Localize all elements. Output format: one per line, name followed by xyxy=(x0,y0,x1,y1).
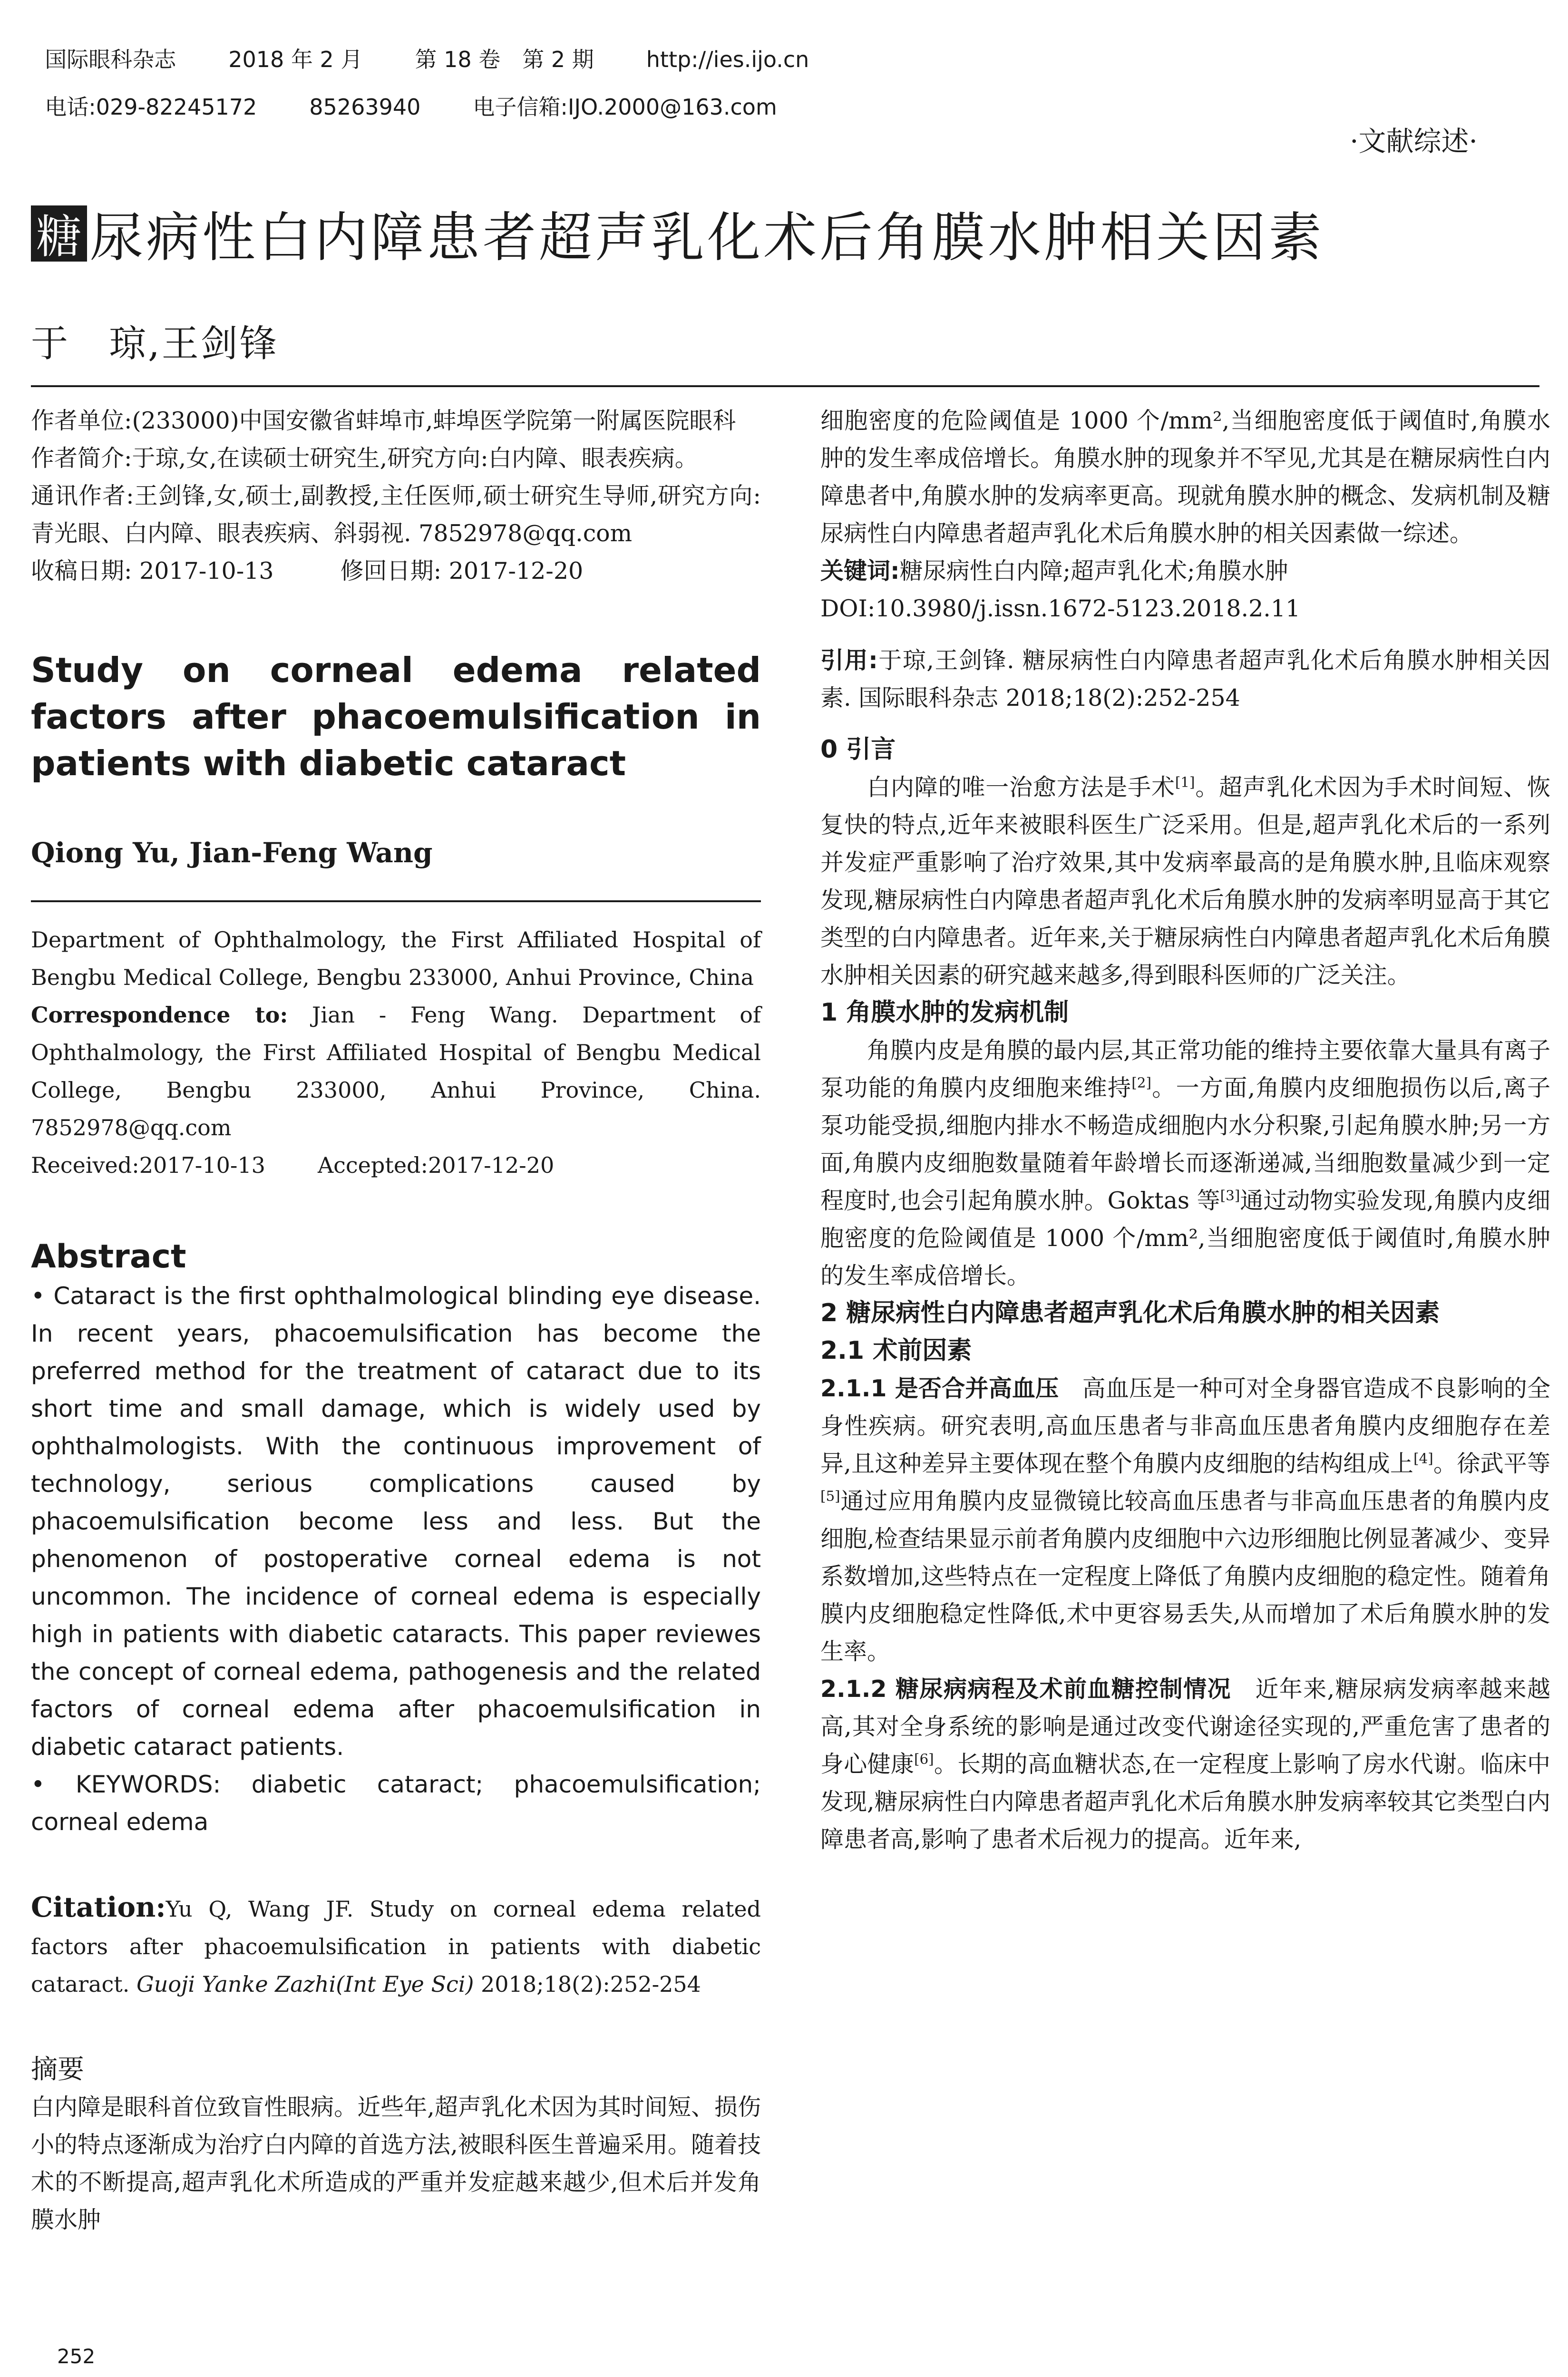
dates-cn: 收稿日期: 2017-10-13 修回日期: 2017-12-20 xyxy=(31,557,584,585)
ref-4[interactable]: [4] xyxy=(1413,1450,1433,1467)
english-authors: Qiong Yu, Jian-Feng Wang xyxy=(31,837,433,869)
chinese-abstract-continued: 细胞密度的危险阈值是 1000 个/mm²,当细胞密度低于阈值时,角膜水肿的发生率成倍增长。角膜水肿的现象并不罕见,尤其是在糖尿病性白内障患者中,角膜水肿的发病率更高。现就角膜水肿的概念、发病机制及糖尿病性白内障患者超声乳化术后角膜水肿的相关因素做一综述。 xyxy=(820,407,1550,547)
header-divider xyxy=(31,385,1539,387)
keywords-en: • KEYWORDS: diabetic cataract; phacoemulsification; corneal edema xyxy=(31,1771,761,1836)
ref-2[interactable]: [2] xyxy=(1131,1074,1151,1091)
journal-name: 国际眼科杂志 xyxy=(45,47,176,72)
issue-date: 2018 年 2 月 xyxy=(228,47,363,72)
chinese-abstract-heading: 摘要 xyxy=(31,2054,84,2085)
citation-cn: 引用:于琼,王剑锋. 糖尿病性白内障患者超声乳化术后角膜水肿相关因素. 国际眼科杂志 2018;18(2):252-254 xyxy=(820,647,1550,711)
section-2-1-1-text: 2.1.1 是否合并高血压 高血压是一种可对全身器官造成不良影响的全身性疾病。研究表明,高血压患者与非高血压患者角膜内皮细胞存在差异,且这种差异主要体现在整个角膜内皮细胞的结构组成上[4]。徐武平等[5]通过应用角膜内皮显微镜比较高血压患者与非高血压患者的角膜内皮细胞,检查结果显示前者角膜内皮细胞中六边形细胞比例显著减少、变异系数增加,这些特点在一定程度上降低了角膜内皮细胞的稳定性。随着角膜内皮细胞稳定性降低,术中更容易丢失,从而增加了术后角膜水肿的发生率。 xyxy=(820,1375,1550,1665)
right-column xyxy=(820,402,1550,1858)
section-tag: ·文献综述· xyxy=(1350,125,1478,157)
journal-phone-2: 85263940 xyxy=(309,94,421,120)
left-column xyxy=(31,402,761,2239)
doi[interactable]: DOI:10.3980/j.issn.1672-5123.2018.2.11 xyxy=(820,595,1301,622)
section-2-heading: 2 糖尿病性白内障患者超声乳化术后角膜水肿的相关因素 xyxy=(820,1299,1440,1327)
ref-6[interactable]: [6] xyxy=(914,1751,934,1767)
journal-header-line-2 xyxy=(31,64,829,121)
article-title xyxy=(31,195,1325,272)
citation-en: Citation:Yu Q, Wang JF. Study on corneal edema related factors after phacoemulsification in patients with diabetic cataract. Guoji Yanke Zazhi(Int Eye Sci) 2018;18(2):252-254 xyxy=(31,1891,761,1997)
correspondence: Correspondence to: Jian - Feng Wang. Department of Ophthalmology, the First Affiliated Hospital of Bengbu Medical College, Bengbu 233000, Anhui Province, China. 7852978@qq.com xyxy=(31,1002,761,1140)
volume-issue: 第 18 卷 第 2 期 xyxy=(415,47,594,72)
ref-5[interactable]: [5] xyxy=(820,1488,840,1504)
english-department: Department of Ophthalmology, the First Affiliated Hospital of Bengbu Medical College, Bengbu 233000, Anhui Province, China xyxy=(31,927,761,990)
author-bio: 作者简介:于琼,女,在读硕士研究生,研究方向:白内障、眼表疾病。 xyxy=(31,445,698,472)
keywords-cn: 关键词:糖尿病性白内障;超声乳化术;角膜水肿 xyxy=(820,557,1288,585)
author-affiliation: 作者单位:(233000)中国安徽省蚌埠市,蚌埠医学院第一附属医院眼科 xyxy=(31,407,736,434)
title-drop-cap: 糖 xyxy=(31,205,87,262)
section-0-text: 白内障的唯一治愈方法是手术[1]。超声乳化术因为手术时间短、恢复快的特点,近年来被眼科医生广泛采用。但是,超声乳化术后的一系列并发症严重影响了治疗效果,其中发病率最高的是角膜水肿,且临床观察发现,糖尿病性白内障患者超声乳化术后角膜水肿的发病率明显高于其它类型的白内障患者。近年来,关于糖尿病性白内障患者超声乳化术后角膜水肿相关因素的研究越来越多,得到眼科医师的广泛关注。 xyxy=(820,774,1550,989)
title-text: 尿病性白内障患者超声乳化术后角膜水肿相关因素 xyxy=(90,207,1325,269)
page-number: 252 xyxy=(57,2345,96,2368)
corresponding-author: 通讯作者:王剑锋,女,硕士,副教授,主任医师,硕士研究生导师,研究方向:青光眼、白内障、眼表疾病、斜弱视. 7852978@qq.com xyxy=(31,482,761,547)
journal-phone: 电话:029-82245172 xyxy=(45,94,257,120)
chinese-abstract-text: 白内障是眼科首位致盲性眼病。近些年,超声乳化术因为其时间短、损伤小的特点逐渐成为治疗白内障的首选方法,被眼科医生普遍采用。随着技术的不断提高,超声乳化术所造成的严重并发症越来越少,但术后并发角膜水肿 xyxy=(31,2094,761,2233)
english-title: Study on corneal edema related factors after phacoemulsification in patients with diabetic cataract xyxy=(31,650,761,783)
abstract-text: • Cataract is the first ophthalmological blinding eye disease. In recent years, phacoemulsification has become the preferred method for the treatment of cataract due to its short time and small damage, which is widely used by ophthalmologists. With the continuous improvement of technology, serious complications caused by phacoemulsification become less and less. But the phenomenon of postoperative corneal edema is not uncommon. The incidence of corneal edema is especially high in patients with diabetic cataracts. This paper reviewes the concept of corneal edema, pathogenesis and the related factors of corneal edema after phacoemulsification in diabetic cataract patients. xyxy=(31,1282,761,1761)
section-2-1-heading: 2.1 术前因素 xyxy=(820,1336,972,1365)
ref-1[interactable]: [1] xyxy=(1175,774,1195,790)
ref-3[interactable]: [3] xyxy=(1220,1187,1240,1204)
section-1-heading: 1 角膜水肿的发病机制 xyxy=(820,998,1069,1027)
section-1-text: 角膜内皮是角膜的最内层,其正常功能的维持主要依靠大量具有离子泵功能的角膜内皮细胞来维持[2]。一方面,角膜内皮细胞损伤以后,离子泵功能受损,细胞内排水不畅造成细胞内水分积聚,引起角膜水肿;另一方面,角膜内皮细胞数量随着年龄增长而逐渐递减,当细胞数量减少到一定程度时,也会引起角膜水肿。Goktas 等[3]通过动物实验发现,角膜内皮细胞密度的危险阈值是 1000 个/mm²,当细胞密度低于阈值时,角膜水肿的发生率成倍增长。 xyxy=(820,1037,1551,1289)
authors-divider xyxy=(31,900,761,902)
dates-en: Received:2017-10-13 Accepted:2017-12-20 xyxy=(31,1152,555,1178)
authors-chinese: 于 琼,王剑锋 xyxy=(31,322,279,365)
abstract-heading: Abstract xyxy=(31,1238,186,1276)
journal-email[interactable]: 电子信箱:IJO.2000@163.com xyxy=(473,94,777,120)
section-2-1-2-text: 2.1.2 糖尿病病程及术前血糖控制情况 近年来,糖尿病发病率越来越高,其对全身系统的影响是通过改变代谢途径实现的,严重危害了患者的身心健康[6]。长期的高血糖状态,在一定程度上影响了房水代谢。临床中发现,糖尿病性白内障患者超声乳化术后角膜水肿发病率较其它类型白内障患者高,影响了患者术后视力的提高。近年来, xyxy=(820,1676,1550,1853)
section-0-heading: 0 引言 xyxy=(820,735,896,764)
journal-url[interactable]: http://ies.ijo.cn xyxy=(646,47,809,72)
